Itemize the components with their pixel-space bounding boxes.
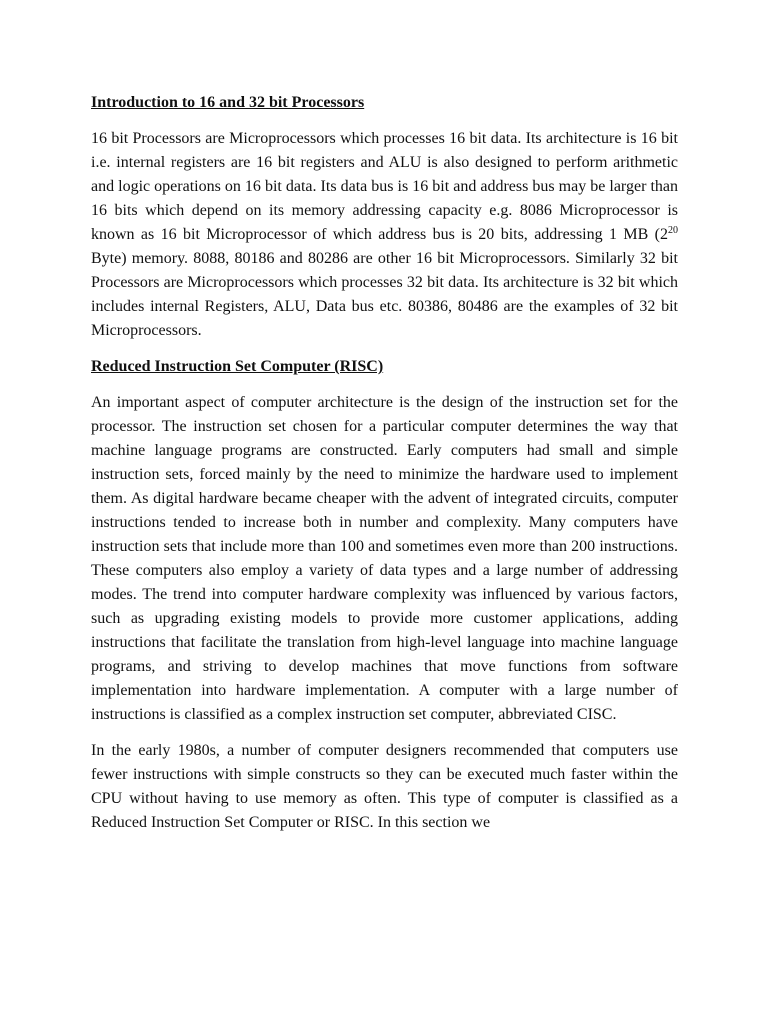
paragraph-text: Byte) memory. 8088, 80186 and 80286 are other 16 bit Microprocessors. Similarly 32 bit Processors are Microprocessors which processes 32 bit data. Its architecture is 32 bit which includes internal Registers, ALU, Data bus etc. 80386, 80486 are the examples of 32 bit Microprocessors. <box>91 250 678 339</box>
section-heading-risc: Reduced Instruction Set Computer (RISC) <box>91 358 384 375</box>
paragraph-early-1980s: In the early 1980s, a number of computer designers recommended that computers use fewer instructions with simple constructs so they can be executed much faster within the CPU without having to use memory as often. This type of computer is classified as a Reduced Instruction Set Computer or RISC. In this section we <box>91 742 678 831</box>
section-heading-processors: Introduction to 16 and 32 bit Processors <box>91 94 365 111</box>
document-page <box>91 91 678 847</box>
paragraph-processors <box>91 127 678 343</box>
superscript-exponent: 20 <box>668 225 678 236</box>
paragraph-text: 16 bit Processors are Microprocessors which processes 16 bit data. Its architecture is 16 bit i.e. internal registers are 16 bit registers and ALU is also designed to perform arithmetic and logic operations on 16 bit data. Its data bus is 16 bit and address bus may be larger than 16 bits which depend on its memory addressing capacity e.g. 8086 Microprocessor is known as 16 bit Microprocessor of which address bus is 20 bits, addressing 1 MB (2 <box>91 130 678 243</box>
paragraph-instruction-set: An important aspect of computer architecture is the design of the instruction set for the processor. The instruction set chosen for a particular computer determines the way that machine language programs are constructed. Early computers had small and simple instruction sets, forced mainly by the need to minimize the hardware used to implement them. As digital hardware became cheaper with the advent of integrated circuits, computer instructions tended to increase both in number and complexity. Many computers have instruction sets that include more than 100 and sometimes even more than 200 instructions. These computers also employ a variety of data types and a large number of addressing modes. The trend into computer hardware complexity was influenced by various factors, such as upgrading existing models to provide more customer applications, adding instructions that facilitate the translation from high-level language into machine language programs, and striving to develop machines that move functions from software implementation into hardware implementation. A computer with a large number of instructions is classified as a complex instruction set computer, abbreviated CISC. <box>91 394 678 723</box>
